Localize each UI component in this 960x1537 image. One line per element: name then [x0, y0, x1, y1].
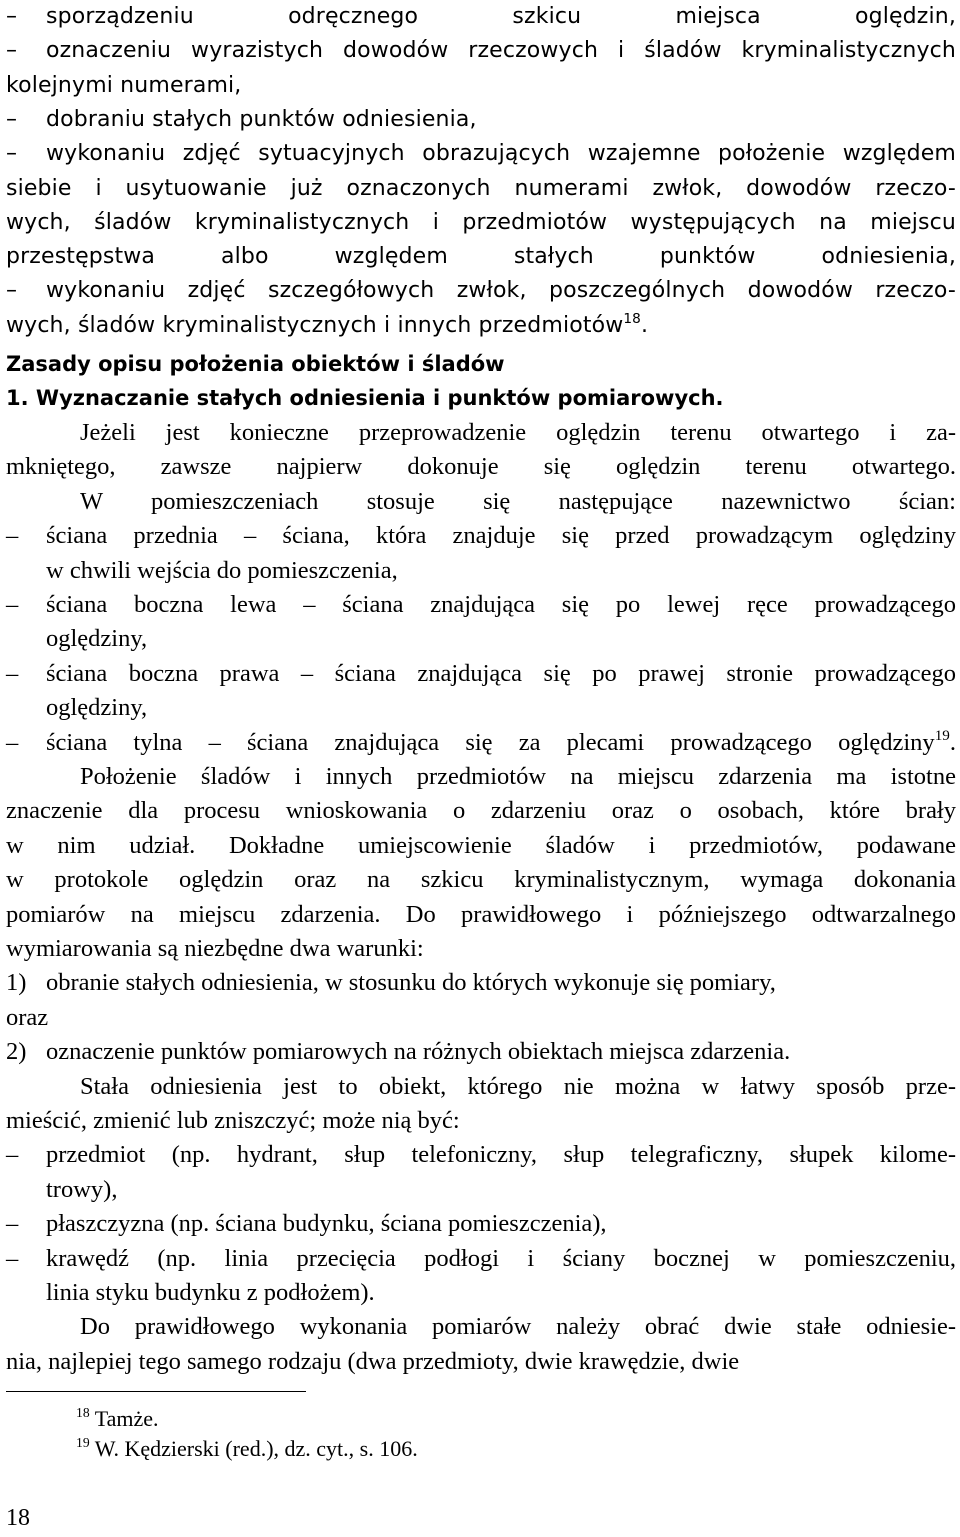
- footnote-18: [76, 1406, 159, 1432]
- list-dash: –: [6, 106, 18, 132]
- line-text: Do prawidłowego wykonania pomiarów należy obrać dwie stałe odniesie-: [80, 1313, 956, 1341]
- line-text: ściana boczna prawa – ściana znajdująca się po prawej stronie prowadzącego: [46, 659, 956, 687]
- text-line: [6, 863, 956, 897]
- text-line: [6, 898, 956, 932]
- line-text: Jeżeli jest konieczne przeprowadzenie oględzin terenu otwartego i za-: [80, 419, 956, 446]
- line-text: krawędź (np. linia przecięcia podłogi i ściany bocznej w pomieszczeniu,: [46, 1244, 956, 1272]
- text-line: [6, 172, 956, 206]
- text-line: [6, 1242, 956, 1276]
- list-number: 1): [6, 969, 27, 997]
- list-number: 2): [6, 1038, 27, 1066]
- footnote-ref: 19: [934, 726, 950, 744]
- line-text: wykonaniu zdjęć szczegółowych zwłok, poszczególnych dowodów rzeczo-: [46, 278, 956, 304]
- line-text: w chwili wejścia do pomieszczenia,: [46, 556, 398, 584]
- line-text: wymiarowania są niezbędne dwa warunki:: [6, 935, 424, 962]
- page-number: 18: [6, 1505, 30, 1531]
- line-text: Stała odniesienia jest to obiekt, którego nie można w łatwy sposób prze-: [80, 1072, 956, 1100]
- line-text: dobraniu stałych punktów odniesienia,: [46, 106, 477, 132]
- text-line: [6, 1104, 956, 1138]
- line-text: mkniętego, zawsze najpierw dokonuje się oględzin terenu otwartego.: [6, 453, 956, 481]
- line-text: oraz: [6, 1003, 49, 1031]
- line-text: nia, najlepiej tego samego rodzaju (dwa przedmioty, dwie krawędzie, dwie: [6, 1347, 740, 1375]
- line-text: pomiarów na miejscu zdarzenia. Do prawidłowego i późniejszego odtwarzalnego: [6, 900, 956, 928]
- line-text: oznaczeniu wyrazistych dowodów rzeczowych i śladów kryminalistycznych: [46, 38, 956, 64]
- footnote-number: 19: [76, 1435, 90, 1451]
- text-line: [6, 0, 956, 34]
- text-line: [6, 829, 956, 863]
- line-text: trowy),: [46, 1175, 118, 1203]
- line-text: Położenie śladów i innych przedmiotów na miejscu zdarzenia ma istotne: [80, 763, 956, 790]
- text-line: [6, 622, 956, 656]
- list-dash: –: [6, 1210, 19, 1238]
- section-heading: Zasady opisu położenia obiektów i śladów: [6, 352, 505, 376]
- text-line: [6, 137, 956, 171]
- list-dash: –: [6, 278, 18, 304]
- line-text: W pomieszczeniach stosuje się następujące nazewnictwo ścian:: [80, 487, 956, 515]
- line-text: oględziny,: [46, 694, 148, 722]
- line-text: ściana tylna – ściana znajdująca się za plecami prowadzącego oględziny: [46, 728, 935, 756]
- line-text: ściana boczna lewa – ściana znajdująca się po lewej ręce prowadzącego: [46, 591, 956, 618]
- list-dash: –: [6, 38, 18, 64]
- text-line: [6, 1345, 956, 1379]
- text-line: [6, 1138, 956, 1172]
- list-dash: –: [6, 4, 18, 29]
- text-line: [6, 519, 956, 553]
- text-line: [6, 760, 956, 794]
- text-line: [6, 274, 956, 308]
- footnote-text: Tamże.: [94, 1406, 159, 1431]
- text-line: [6, 103, 956, 137]
- subsection-heading: 1. Wyznaczanie stałych odniesienia i punktów pomiarowych.: [6, 386, 724, 410]
- line-text: oznaczenie punktów pomiarowych na różnych obiektach miejsca zdarzenia.: [46, 1038, 791, 1066]
- list-dash: –: [6, 141, 18, 167]
- list-dash: –: [6, 591, 19, 618]
- line-text: wych, śladów kryminalistycznych i innych przedmiotów: [6, 312, 624, 338]
- trailing-punct: .: [640, 312, 649, 338]
- footnote-ref: 18: [623, 310, 641, 327]
- text-line: [6, 309, 956, 343]
- line-text: siebie i usytuowanie już oznaczonych numerami zwłok, dowodów rzeczo-: [6, 175, 956, 201]
- text-line: [6, 1276, 956, 1310]
- footnote-number: 18: [76, 1405, 90, 1421]
- list-dash: –: [6, 522, 19, 550]
- line-text: sporządzeniu odręcznego szkicu miejsca oględzin,: [46, 4, 956, 29]
- trailing-punct: .: [949, 728, 956, 756]
- list-dash: –: [6, 659, 19, 687]
- line-text: obranie stałych odniesienia, w stosunku do których wykonuje się pomiary,: [46, 969, 776, 997]
- line-text: przestępstwa albo względem stałych punktów odniesienia,: [6, 244, 956, 270]
- line-text: znaczenie dla procesu wnioskowania o zdarzeniu oraz o osobach, które brały: [6, 797, 956, 825]
- line-text: przedmiot (np. hydrant, słup telefoniczny, słup telegraficzny, słupek kilome-: [46, 1141, 956, 1169]
- line-text: płaszczyzna (np. ściana budynku, ściana pomieszczenia),: [46, 1210, 607, 1238]
- text-line: [6, 1001, 956, 1035]
- line-text: linia styku budynku z podłożem).: [46, 1279, 375, 1306]
- footnote-19: [76, 1436, 418, 1462]
- text-line: [6, 657, 956, 691]
- list-dash: –: [6, 728, 19, 756]
- footnote-separator: [6, 1391, 306, 1392]
- text-line: [6, 450, 956, 484]
- text-line: [6, 206, 956, 240]
- text-line: [6, 240, 956, 274]
- text-line: [6, 932, 956, 966]
- line-text: wykonaniu zdjęć sytuacyjnych obrazujących wzajemne położenie względem: [46, 141, 956, 167]
- text-line: [6, 34, 956, 68]
- line-text: ściana przednia – ściana, która znajduje się przed prowadzącym oględziny: [46, 522, 956, 550]
- text-line: [6, 1035, 956, 1069]
- text-line: [6, 966, 956, 1000]
- text-line: [6, 794, 956, 828]
- text-line: [6, 726, 956, 760]
- line-text: oględziny,: [46, 625, 148, 653]
- line-text: w nim udział. Dokładne umiejscowienie śladów i przedmiotów, podawane: [6, 831, 956, 859]
- line-text: kolejnymi numerami,: [6, 72, 242, 98]
- text-line: [6, 1070, 956, 1104]
- text-line: [6, 588, 956, 622]
- text-line: [6, 554, 956, 588]
- text-line: [6, 1173, 956, 1207]
- line-text: mieścić, zmienić lub zniszczyć; może nią być:: [6, 1107, 460, 1134]
- text-line: [6, 691, 956, 725]
- text-line: [6, 1310, 956, 1344]
- line-text: w protokole oględzin oraz na szkicu kryminalistycznym, wymaga dokonania: [6, 866, 956, 894]
- footnote-text: W. Kędzierski (red.), dz. cyt., s. 106.: [94, 1436, 418, 1461]
- text-line: [6, 416, 956, 450]
- list-dash: –: [6, 1141, 19, 1169]
- text-line: [6, 1207, 956, 1241]
- line-text: wych, śladów kryminalistycznych i przedmiotów występujących na miejscu: [6, 209, 956, 235]
- text-line: [6, 69, 956, 103]
- list-dash: –: [6, 1244, 19, 1272]
- text-line: [6, 485, 956, 519]
